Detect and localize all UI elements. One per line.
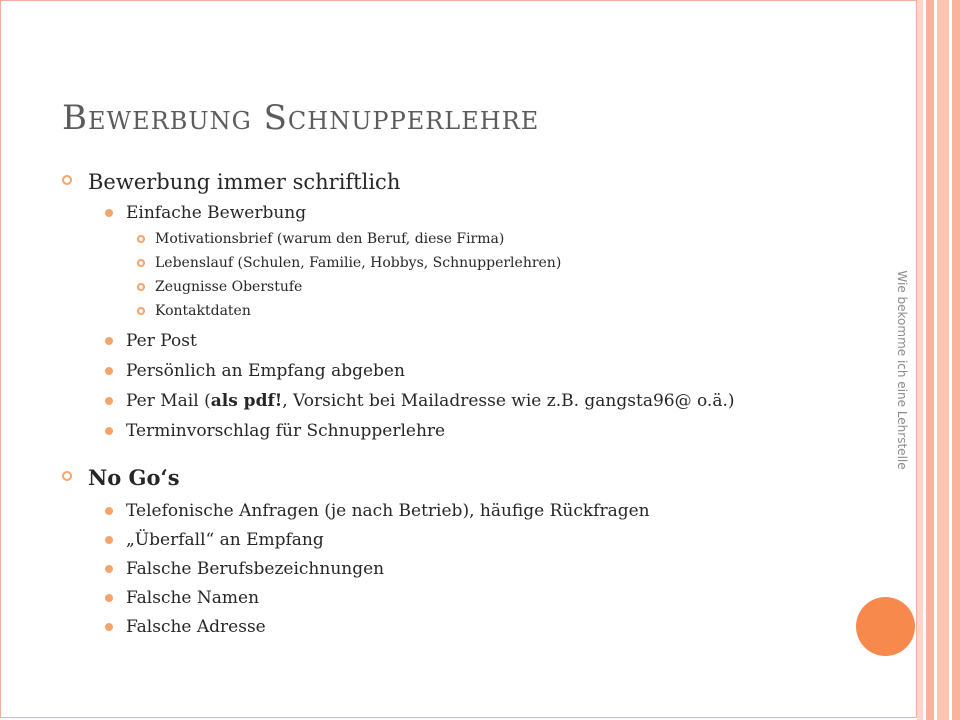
decorative-stripes <box>917 0 960 720</box>
item-text: Per Mail ( <box>126 391 211 411</box>
sub-item-text: Zeugnisse Oberstufe <box>155 279 303 295</box>
bullet-ring-icon <box>137 283 145 291</box>
bullet-ring-icon <box>137 259 145 267</box>
bullet-item <box>62 202 842 224</box>
sub-item-text: Lebenslauf (Schulen, Familie, Hobbys, Schnupperlehren) <box>155 255 562 271</box>
item-text: Einfache Bewerbung <box>126 203 307 223</box>
bullet-item <box>62 420 842 442</box>
bullet-dot-icon <box>105 337 113 345</box>
bullet-dot-icon <box>105 507 113 515</box>
bullet-item <box>62 558 842 580</box>
bullet-item <box>62 330 842 352</box>
bullet-item <box>62 616 842 638</box>
bullet-dot-icon <box>105 209 113 217</box>
bullet-ring-icon <box>62 175 72 185</box>
bullet-dot-icon <box>105 594 113 602</box>
bullet-heading-1 <box>62 168 842 196</box>
sub-bullet-item <box>62 230 842 248</box>
bullet-dot-icon <box>105 397 113 405</box>
sub-item-text: Motivationsbrief (warum den Beruf, diese Firma) <box>155 231 505 247</box>
bullet-item <box>62 390 766 412</box>
bullet-dot-icon <box>105 367 113 375</box>
bullet-dot-icon <box>105 565 113 573</box>
item-text: Telefonische Anfragen (je nach Betrieb), häufige Rückfragen <box>126 501 650 521</box>
item-bold-text: als pdf! <box>210 391 283 411</box>
item-text: Falsche Adresse <box>126 617 266 637</box>
bullet-dot-icon <box>105 427 113 435</box>
bullet-ring-icon <box>137 307 145 315</box>
decorative-circle <box>856 597 915 656</box>
item-text: Terminvorschlag für Schnupperlehre <box>126 421 446 441</box>
bullet-dot-icon <box>105 536 113 544</box>
heading-text: Bewerbung immer schriftlich <box>88 170 401 194</box>
bullet-item <box>62 360 842 382</box>
bullet-item <box>62 529 842 551</box>
bullet-item <box>62 587 842 609</box>
bullet-item <box>62 500 842 522</box>
sub-bullet-item <box>62 278 842 296</box>
sub-bullet-item <box>62 254 842 272</box>
heading-text: No Go‘s <box>88 465 180 490</box>
slide-content <box>62 168 842 638</box>
bullet-dot-icon <box>105 623 113 631</box>
bullet-ring-icon <box>137 235 145 243</box>
vertical-footer-text: Wie bekomme ich eine Lehrstelle <box>895 270 909 470</box>
item-text: Falsche Berufsbezeichnungen <box>126 559 385 579</box>
item-text: , Vorsicht bei Mailadresse wie z.B. gangsta96@ o.ä.) <box>282 391 735 411</box>
item-text: Persönlich an Empfang abgeben <box>126 361 405 381</box>
bullet-ring-icon <box>62 471 72 481</box>
bullet-heading-2 <box>62 464 842 492</box>
slide-title: Bewerbung Schnupperlehre <box>62 98 540 138</box>
sub-item-text: Kontaktdaten <box>155 303 251 319</box>
item-text: Falsche Namen <box>126 588 260 608</box>
item-text: „Überfall“ an Empfang <box>126 530 324 550</box>
sub-bullet-item <box>62 302 842 320</box>
item-text: Per Post <box>126 331 197 351</box>
